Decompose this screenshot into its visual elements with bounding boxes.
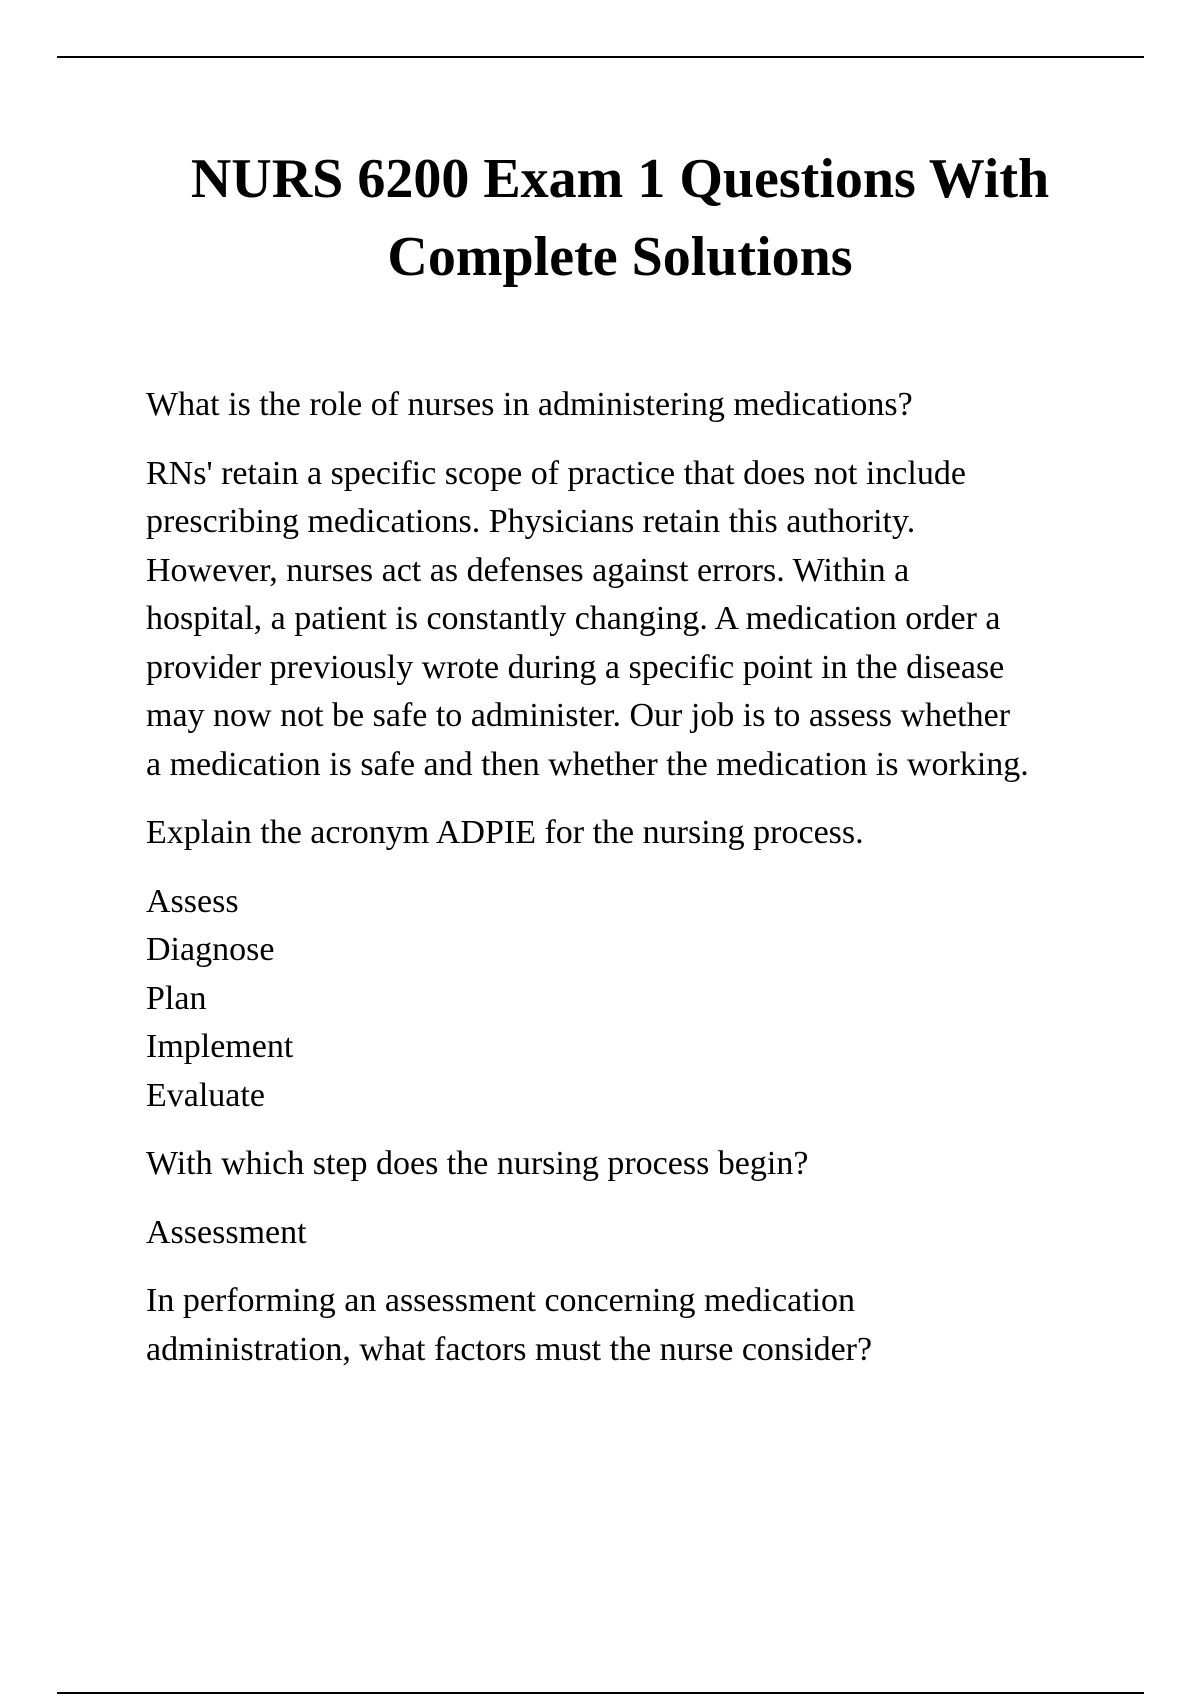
answer-text-line: hospital, a patient is constantly changing. A medication order a [146, 600, 1001, 637]
answer-text-line: may now not be safe to administer. Our job is to assess whether [146, 697, 1011, 734]
answer-text-line: a medication is safe and then whether the medication is working. [146, 745, 1029, 783]
answer-3 [146, 1209, 1156, 1258]
answer-2 [146, 878, 1156, 1121]
answer-text-line: Assessment [146, 1213, 307, 1251]
title-line: Complete Solutions [387, 226, 853, 288]
answer-1 [146, 450, 1156, 790]
answer-text-line: Plan [146, 979, 207, 1017]
document-body [146, 381, 1156, 1394]
question-text-line: In performing an assessment concerning medication [146, 1282, 856, 1319]
question-text-line: What is the role of nurses in administering medications? [146, 386, 913, 423]
bottom-divider [57, 1692, 1144, 1694]
answer-text-line: Assess [146, 882, 239, 920]
question-2 [146, 809, 1156, 858]
question-text-line: With which step does the nursing process begin? [146, 1145, 809, 1182]
question-text-line: Explain the acronym ADPIE for the nursing process. [146, 814, 864, 851]
question-4 [146, 1277, 1156, 1374]
document-title [60, 140, 1180, 296]
title-line: NURS 6200 Exam 1 Questions With [190, 148, 1050, 210]
top-divider [57, 56, 1144, 58]
answer-text-line: provider previously wrote during a specific point in the disease [146, 648, 1005, 686]
answer-text-line: However, nurses act as defenses against errors. Within a [146, 551, 910, 589]
answer-text-line: prescribing medications. Physicians retain this authority. [146, 503, 916, 540]
answer-text-line: Implement [146, 1028, 294, 1065]
question-1 [146, 381, 1156, 430]
question-3 [146, 1140, 1156, 1189]
answer-text-line: Diagnose [146, 931, 275, 968]
answer-text-line: RNs' retain a specific scope of practice that does not include [146, 454, 966, 492]
question-text-line: administration, what factors must the nurse consider? [146, 1330, 873, 1368]
answer-text-line: Evaluate [146, 1076, 265, 1114]
